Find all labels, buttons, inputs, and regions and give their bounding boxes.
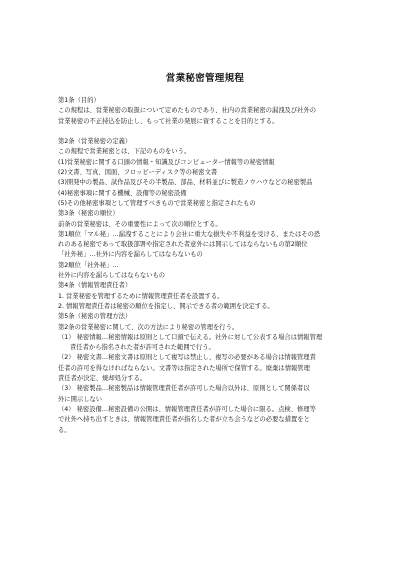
document-line: (3)開発中の製品、試作品及びその半製品、部品、材料並びに製造ノウハウなどの秘密製品	[58, 179, 313, 187]
document-line: 第2順位「社外秘」…	[58, 261, 119, 269]
document-line: （3） 秘密製品…秘密製品は情報管理責任者が許可した場合以外は、原則として関係者以	[58, 385, 310, 393]
document-line: る。	[58, 426, 71, 434]
document-line: で社外へ持ち出すときは、情報管理責任者が指名した者が立ち会うなどの必要な措置をと	[58, 416, 310, 424]
document-line: （4） 秘密設備…秘密設備の公開は、情報管理責任者が許可した場合に限る。点検、修理等	[58, 405, 316, 413]
document-line: 責任者が決定、焼却処分する。	[58, 375, 147, 383]
document-line: 社外に内容を漏らしてはならないもの	[58, 272, 166, 280]
document-line: 第2条（営業秘密の定義）	[58, 138, 132, 146]
document-line: 営業秘密の不正持込を防止し、もって社業の発展に資することを目的とする。	[58, 117, 279, 125]
document-line: 第1順位「マル秘」…漏洩することにより会社に重大な損失や不利益を受ける、またはその恐	[58, 230, 321, 238]
document-line: 第5条（秘密の管理方法）	[58, 313, 132, 321]
document-line: この規程は、営業秘密の取扱について定めたものであり、社内の営業秘密の漏洩及び社外の	[58, 107, 317, 115]
document-line: 1. 営業秘密を管理するために情報管理責任者を設置する。	[58, 292, 224, 300]
document-line: 任者の許可を得なければならない。文書等は指定された場所で保管する。廃棄は情報管理	[58, 364, 310, 372]
document-line: 2. 情報管理責任者は秘密の順位を指定し、開示できる者の範囲を決定する。	[58, 302, 274, 310]
document-line: 責任者から指名された者が許可された範囲で行う。	[70, 344, 215, 352]
document-line: 外に開示しない	[58, 395, 103, 403]
document-line: 第1条（目的）	[58, 97, 100, 104]
document-line: (4)秘密事項に関する機械、設備等の秘密設備	[58, 189, 187, 197]
document-line: （2） 秘密文書…秘密文書は原則として複写は禁止し、複写の必要がある場合は情報管理責	[58, 354, 316, 362]
document-line: (1)営業秘密に関する口頭の情報・知識及びコンピューター情報等の秘密情報	[58, 158, 275, 166]
document-line: 前条の営業秘密は、その重要性によって次の順位とする。	[58, 220, 222, 228]
document-line: （1） 秘密情報…秘密情報は原則として口頭で伝える。社外に対して公表する場合は情報管理	[58, 333, 323, 341]
document-title: 営業秘密管理規程	[165, 73, 245, 84]
document-line: 第2条の営業秘密に関して、次の方法により秘密の管理を行う。	[58, 323, 239, 331]
document-line: この規程で営業秘密とは、下記のものをいう。	[58, 148, 191, 156]
blank-line	[58, 127, 358, 137]
document-line: (2)文書、写真、図面、フロッピーディスク等の秘密文書	[58, 169, 218, 177]
document-line: 第3条（秘密の順位）	[58, 210, 119, 218]
document-line: 第4条（情報管理責任者）	[58, 282, 132, 290]
document-line: (5)その他秘密事項として管理すべきもので営業秘密と指定されたもの	[58, 199, 256, 207]
document-line: 「社外秘」…社外に内容を漏らしてはならないもの	[58, 251, 203, 259]
document-body	[58, 96, 358, 436]
document-line: れのある秘密であって取扱部署や指定された者意外には開示してはならないもの第2順位	[58, 241, 308, 249]
